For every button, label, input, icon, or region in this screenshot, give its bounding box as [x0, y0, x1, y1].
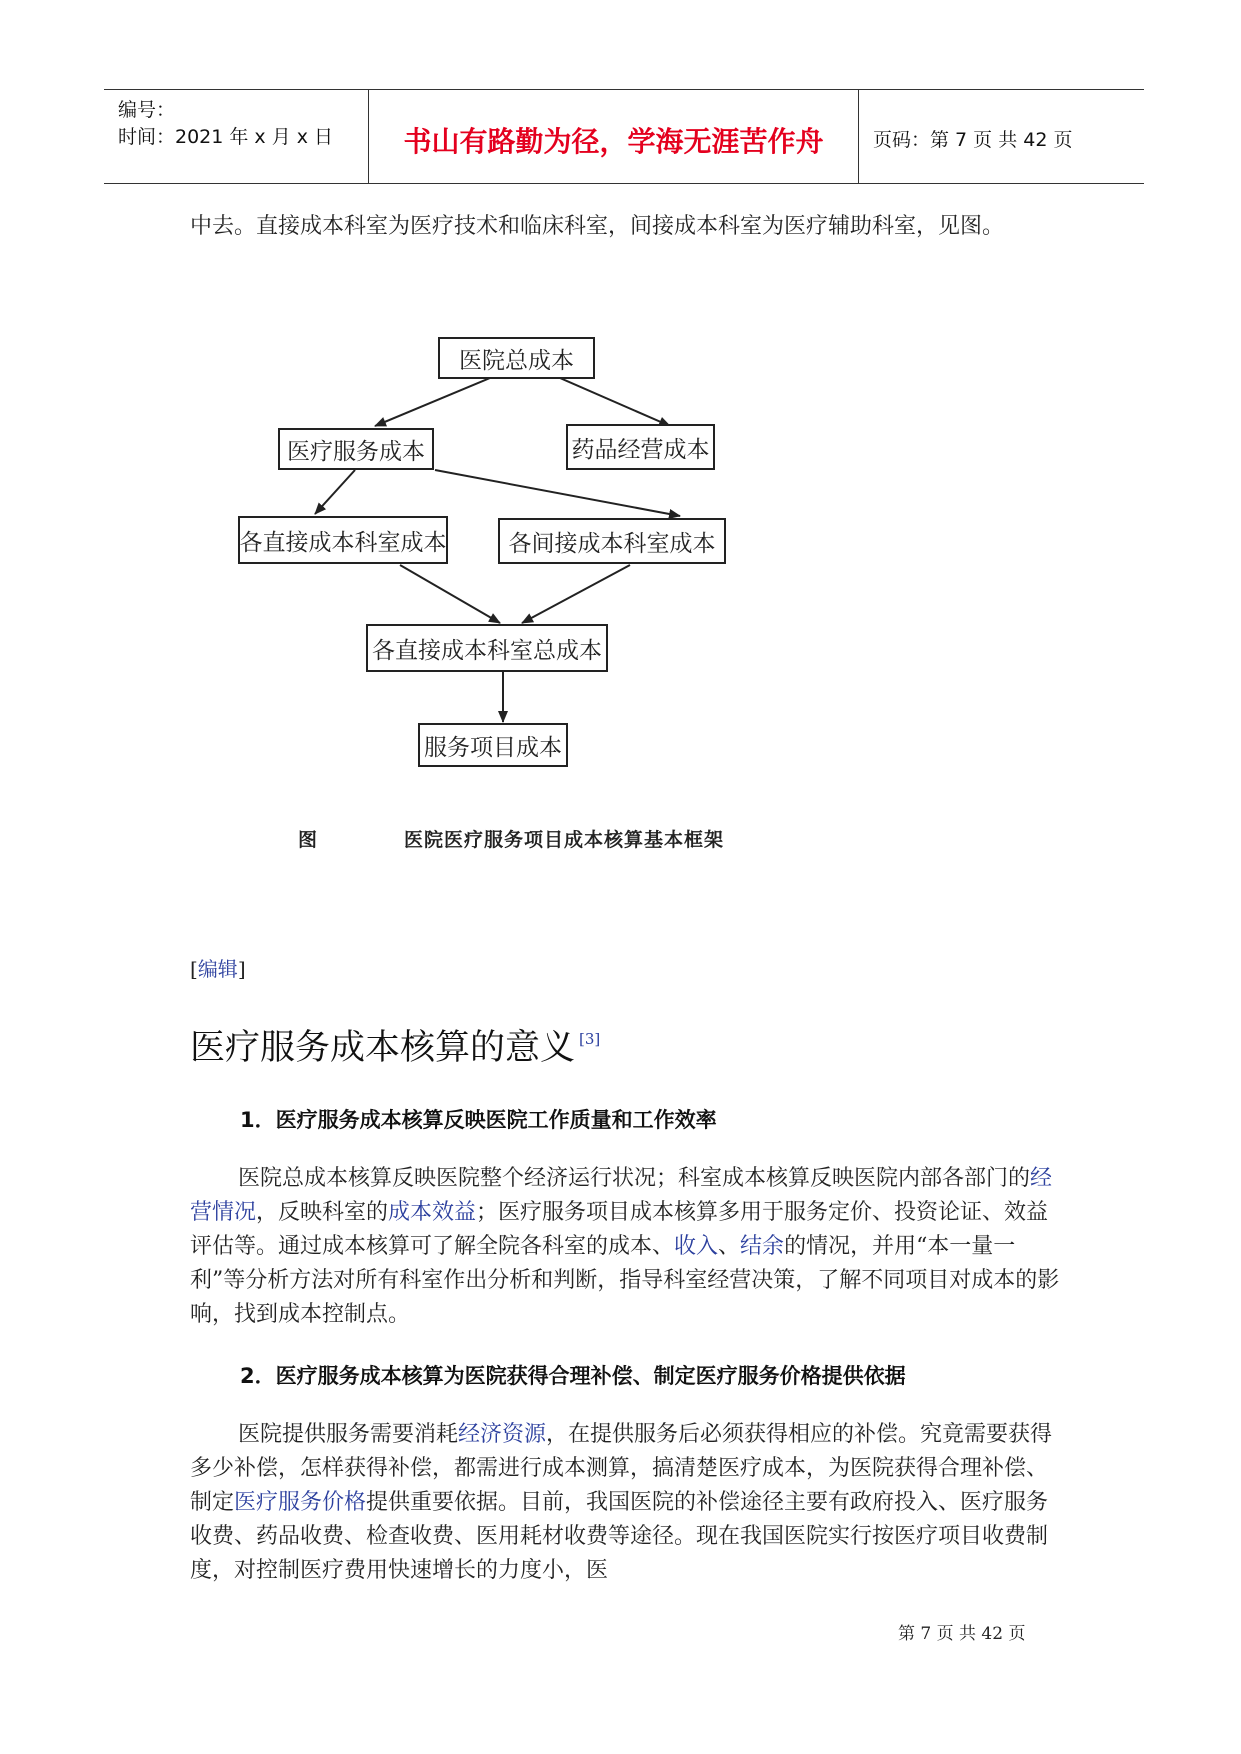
header-info-cell	[104, 90, 368, 183]
section1-paragraph	[190, 1162, 1060, 1332]
reference-link[interactable]: [3]	[579, 1030, 601, 1048]
link-cost-benefit[interactable]: 成本效益	[388, 1200, 477, 1225]
box-hospital-total-cost: 医院总成本	[438, 337, 595, 379]
box-service-item-cost: 服务项目成本	[418, 723, 568, 767]
link-surplus[interactable]: 结余	[740, 1234, 785, 1259]
section2-paragraph	[190, 1418, 1060, 1588]
box-drug-operation-cost: 药品经营成本	[566, 424, 715, 470]
figure-caption: 医院医疗服务项目成本核算基本框架	[404, 829, 725, 851]
edit-bracket-close: ]	[237, 957, 246, 981]
link-medical-service-price[interactable]: 医疗服务价格	[234, 1490, 367, 1515]
arrow-direct-to-total	[400, 565, 500, 623]
section-heading	[190, 1020, 600, 1070]
header-page-cell	[859, 90, 1144, 183]
edit-bracket-open: [	[190, 957, 198, 981]
box-medical-service-cost: 医疗服务成本	[278, 428, 434, 470]
heading-text: 医疗服务成本核算的意义	[190, 1028, 576, 1068]
subsection-title-2: 2．医疗服务成本核算为医院获得合理补偿、制定医疗服务价格提供依据	[240, 1364, 906, 1388]
s1-text-4: 、	[718, 1234, 741, 1259]
arrow-total-to-medical	[375, 378, 490, 426]
page-footer: 第 7 页 共 42 页	[898, 1624, 1026, 1644]
s2-text-2: ，在提供服务后必须获得相应的补偿。究竟需要获得多少补偿，怎样获得补偿，都需进行成本测算，搞清楚医疗成本，为医院获得合理补偿、制定	[190, 1422, 1053, 1515]
s2-text-1: 医院提供服务需要消耗	[238, 1422, 459, 1447]
box-direct-dept-cost: 各直接成本科室成本	[238, 516, 448, 564]
s1-text-1: 医院总成本核算反映医院整个经济运行状况；科室成本核算反映医院内部各部门的	[238, 1166, 1031, 1191]
s2-text-3: 提供重要依据。目前，我国医院的补偿途径主要有政府投入、医疗服务收费、药品收费、检查收费、医用耗材收费等途径。现在我国医院实行按医疗项目收费制度，对控制医疗费用快速增长的力度小，医	[190, 1490, 1049, 1583]
number-label: 编号：	[118, 99, 176, 121]
arrow-indirect-to-total	[522, 565, 630, 623]
page-label: 页码：第 7 页 共 42 页	[873, 129, 1073, 151]
edit-link[interactable]: 编辑	[197, 957, 238, 981]
time-label: 时间：2021 年 x 月 x 日	[118, 126, 334, 148]
header-motto-cell	[368, 90, 859, 183]
cost-framework-diagram	[239, 340, 840, 860]
s1-text-2: ，反映科室的	[256, 1200, 389, 1225]
arrow-total-to-drug	[560, 378, 670, 426]
link-economic-resources[interactable]: 经济资源	[458, 1422, 547, 1447]
s1-text-3: ；医疗服务项目成本核算多用于服务定价、投资论证、效益评估等。通过成本核算可了解全院各科室的成本、	[190, 1200, 1049, 1259]
link-income[interactable]: 收入	[674, 1234, 719, 1259]
edit-section	[190, 953, 246, 982]
intro-paragraph: 中去。直接成本科室为医疗技术和临床科室，间接成本科室为医疗辅助科室，见图。	[190, 214, 1005, 239]
arrow-medical-to-indirect	[435, 470, 680, 516]
page-header	[104, 89, 1144, 184]
box-indirect-dept-cost: 各间接成本科室成本	[498, 518, 726, 564]
link-operation-status[interactable]: 经营情况	[190, 1166, 1053, 1225]
motto: 书山有路勤为径，学海无涯苦作舟	[403, 125, 824, 158]
subsection-title-1: 1．医疗服务成本核算反映医院工作质量和工作效率	[240, 1108, 717, 1132]
box-direct-dept-total-cost: 各直接成本科室总成本	[366, 624, 608, 672]
arrow-medical-to-direct	[315, 470, 355, 514]
figure-label: 图	[298, 829, 318, 851]
s1-text-5: 的情况，并用“本一量一利”等分析方法对所有科室作出分析和判断，指导科室经营决策，了解不同项目对成本的影响，找到成本控制点。	[190, 1234, 1060, 1327]
